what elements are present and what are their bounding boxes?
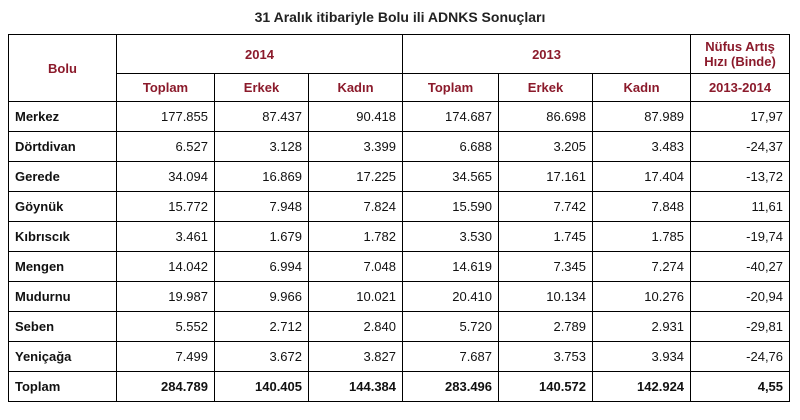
cell-2014-erkek: 7.948	[215, 192, 309, 222]
cell-growth-rate: -29,81	[691, 312, 790, 342]
cell-2013-toplam: 174.687	[403, 102, 499, 132]
header-growth-line2: Hızı (Binde)	[704, 54, 776, 69]
cell-2014-toplam: 15.772	[117, 192, 215, 222]
cell-growth-rate: -20,94	[691, 282, 790, 312]
header-growth-rate	[691, 35, 790, 74]
cell-2014-toplam: 5.552	[117, 312, 215, 342]
cell-2014-kadin: 2.840	[309, 312, 403, 342]
table-row	[9, 222, 790, 252]
cell-2014-toplam: 177.855	[117, 102, 215, 132]
total-growth-rate: 4,55	[691, 372, 790, 402]
header-year-2013: 2013	[403, 35, 691, 74]
row-name: Dörtdivan	[9, 132, 117, 162]
header-2014-toplam: Toplam	[117, 74, 215, 102]
cell-2014-erkek: 9.966	[215, 282, 309, 312]
cell-2013-toplam: 20.410	[403, 282, 499, 312]
cell-2013-erkek: 1.745	[499, 222, 593, 252]
cell-2014-toplam: 14.042	[117, 252, 215, 282]
cell-2014-erkek: 3.672	[215, 342, 309, 372]
row-name: Gerede	[9, 162, 117, 192]
cell-2014-erkek: 1.679	[215, 222, 309, 252]
table-row	[9, 192, 790, 222]
header-2013-kadin: Kadın	[593, 74, 691, 102]
total-2013-kadin: 142.924	[593, 372, 691, 402]
cell-2014-erkek: 6.994	[215, 252, 309, 282]
cell-2013-kadin: 1.785	[593, 222, 691, 252]
cell-2013-kadin: 10.276	[593, 282, 691, 312]
table-row	[9, 282, 790, 312]
header-2013-toplam: Toplam	[403, 74, 499, 102]
cell-2013-kadin: 17.404	[593, 162, 691, 192]
cell-growth-rate: -19,74	[691, 222, 790, 252]
cell-2013-toplam: 15.590	[403, 192, 499, 222]
table-row	[9, 162, 790, 192]
cell-2013-kadin: 3.934	[593, 342, 691, 372]
total-2013-erkek: 140.572	[499, 372, 593, 402]
cell-growth-rate: 11,61	[691, 192, 790, 222]
cell-2013-erkek: 7.742	[499, 192, 593, 222]
row-name: Seben	[9, 312, 117, 342]
cell-2013-toplam: 6.688	[403, 132, 499, 162]
total-name: Toplam	[9, 372, 117, 402]
cell-2014-erkek: 16.869	[215, 162, 309, 192]
cell-2013-erkek: 2.789	[499, 312, 593, 342]
cell-2014-kadin: 1.782	[309, 222, 403, 252]
cell-2014-kadin: 17.225	[309, 162, 403, 192]
cell-2014-kadin: 7.824	[309, 192, 403, 222]
cell-2014-kadin: 3.399	[309, 132, 403, 162]
table-row	[9, 252, 790, 282]
row-name: Mudurnu	[9, 282, 117, 312]
cell-2013-kadin: 3.483	[593, 132, 691, 162]
cell-2013-toplam: 5.720	[403, 312, 499, 342]
cell-growth-rate: -40,27	[691, 252, 790, 282]
cell-2014-kadin: 7.048	[309, 252, 403, 282]
cell-2013-erkek: 17.161	[499, 162, 593, 192]
cell-2013-kadin: 7.274	[593, 252, 691, 282]
cell-growth-rate: -24,37	[691, 132, 790, 162]
header-2014-kadin: Kadın	[309, 74, 403, 102]
cell-2014-toplam: 6.527	[117, 132, 215, 162]
cell-2014-kadin: 10.021	[309, 282, 403, 312]
cell-growth-rate: 17,97	[691, 102, 790, 132]
cell-2014-erkek: 2.712	[215, 312, 309, 342]
cell-2014-kadin: 90.418	[309, 102, 403, 132]
header-growth-line1: Nüfus Artış	[705, 39, 775, 54]
cell-2013-erkek: 3.205	[499, 132, 593, 162]
total-2014-erkek: 140.405	[215, 372, 309, 402]
cell-growth-rate: -24,76	[691, 342, 790, 372]
total-row	[9, 372, 790, 402]
table-row	[9, 102, 790, 132]
table-row	[9, 342, 790, 372]
header-bolu: Bolu	[9, 35, 117, 102]
header-year-2014: 2014	[117, 35, 403, 74]
header-2013-erkek: Erkek	[499, 74, 593, 102]
row-name: Mengen	[9, 252, 117, 282]
cell-2013-kadin: 7.848	[593, 192, 691, 222]
cell-2013-erkek: 3.753	[499, 342, 593, 372]
cell-2013-toplam: 3.530	[403, 222, 499, 252]
cell-2013-toplam: 34.565	[403, 162, 499, 192]
cell-2014-kadin: 3.827	[309, 342, 403, 372]
table-row	[9, 312, 790, 342]
cell-2014-toplam: 19.987	[117, 282, 215, 312]
cell-2013-kadin: 87.989	[593, 102, 691, 132]
cell-growth-rate: -13,72	[691, 162, 790, 192]
row-name: Merkez	[9, 102, 117, 132]
table-row	[9, 132, 790, 162]
header-2014-erkek: Erkek	[215, 74, 309, 102]
adnks-table	[8, 34, 790, 402]
cell-2013-kadin: 2.931	[593, 312, 691, 342]
total-2014-kadin: 144.384	[309, 372, 403, 402]
header-period: 2013-2014	[691, 74, 790, 102]
cell-2013-toplam: 7.687	[403, 342, 499, 372]
page-title: 31 Aralık itibariyle Bolu ili ADNKS Sonuçları	[254, 9, 546, 25]
row-name: Göynük	[9, 192, 117, 222]
cell-2013-erkek: 10.134	[499, 282, 593, 312]
cell-2013-erkek: 7.345	[499, 252, 593, 282]
cell-2014-toplam: 7.499	[117, 342, 215, 372]
total-2014-toplam: 284.789	[117, 372, 215, 402]
cell-2013-erkek: 86.698	[499, 102, 593, 132]
row-name: Yeniçağa	[9, 342, 117, 372]
cell-2014-toplam: 3.461	[117, 222, 215, 252]
total-2013-toplam: 283.496	[403, 372, 499, 402]
row-name: Kıbrıscık	[9, 222, 117, 252]
cell-2014-toplam: 34.094	[117, 162, 215, 192]
cell-2014-erkek: 3.128	[215, 132, 309, 162]
cell-2013-toplam: 14.619	[403, 252, 499, 282]
cell-2014-erkek: 87.437	[215, 102, 309, 132]
